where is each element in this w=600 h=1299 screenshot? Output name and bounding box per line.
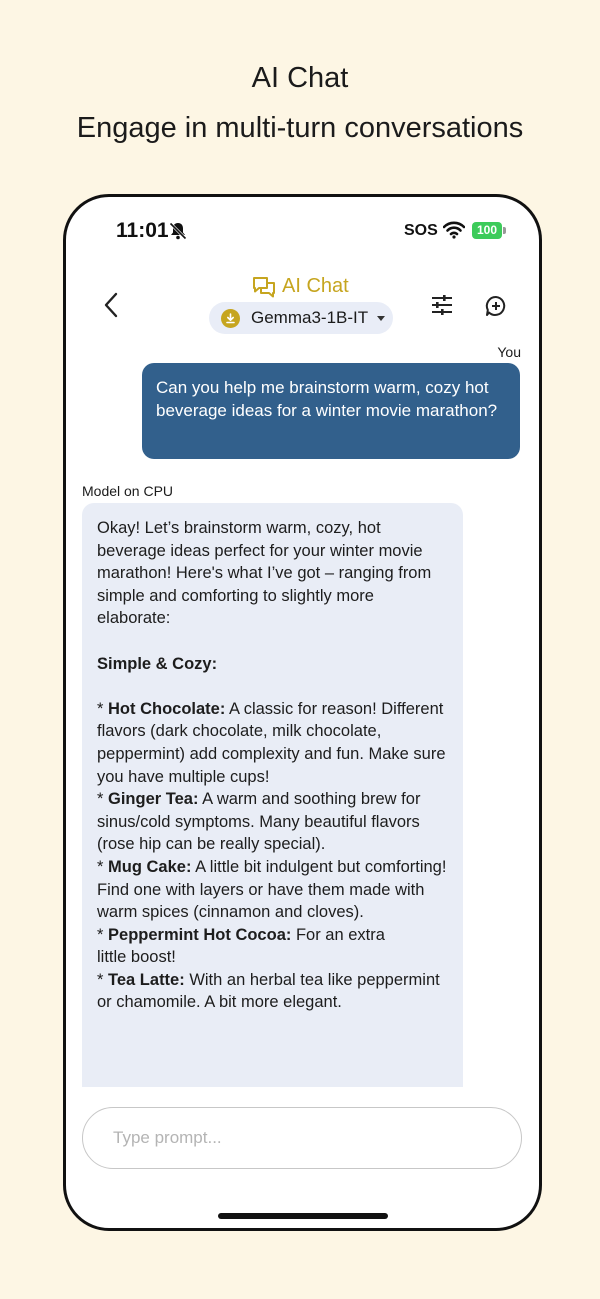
- list-item: * Peppermint Hot Cocoa: For an extra little boost!: [97, 925, 385, 967]
- tune-settings-icon[interactable]: [430, 294, 454, 316]
- prompt-input[interactable]: [82, 1107, 522, 1169]
- promo-title: AI Chat: [251, 62, 349, 94]
- download-icon: [221, 309, 240, 328]
- dropdown-caret-icon: [377, 316, 385, 321]
- model-name: Gemma3-1B-IT: [251, 308, 369, 327]
- list-item: * Hot Chocolate: A classic for reason! Different flavors (dark chocolate, milk chocolate, peppermint) add complexity and fun. Make sure you have multiple cups!: [97, 699, 446, 786]
- status-time: 11:01: [116, 219, 169, 242]
- new-chat-icon[interactable]: [484, 294, 508, 318]
- home-indicator[interactable]: [218, 1213, 388, 1219]
- battery-tip: [503, 227, 506, 234]
- wifi-icon: [443, 221, 465, 239]
- back-arrow-icon[interactable]: [100, 291, 124, 319]
- model-selector[interactable]: [209, 302, 393, 334]
- list-item: * Ginger Tea: A warm and soothing brew for sinus/cold symptoms. Many beautiful flavors (rose hip can be really special).: [97, 790, 421, 854]
- model-label: Model on CPU: [82, 483, 174, 499]
- list-item: * Tea Latte: With an herbal tea like peppermint or chamomile. A bit more elegant.: [97, 970, 440, 1012]
- header-title-text: AI Chat: [282, 275, 349, 297]
- section-heading: Simple & Cozy:: [97, 654, 218, 673]
- sos-indicator: SOS: [404, 222, 438, 239]
- model-response: [82, 503, 463, 1087]
- prompt-placeholder: Type prompt...: [113, 1128, 222, 1147]
- phone-frame: [63, 194, 542, 1231]
- promo-subtitle: Engage in multi-turn conversations: [76, 112, 524, 144]
- bell-muted-icon: [168, 221, 188, 241]
- header-title: [252, 275, 349, 298]
- battery-icon: 100: [472, 222, 502, 239]
- user-message: Can you help me brainstorm warm, cozy hot beverage ideas for a winter movie marathon?: [142, 363, 520, 459]
- user-label: You: [497, 344, 521, 360]
- chat-bubbles-icon: [252, 276, 276, 298]
- model-intro: Okay! Let’s brainstorm warm, cozy, hot beverage ideas perfect for your winter movie marathon! Here's what I’ve got – ranging from simple and comforting to slightly more elaborate:: [97, 519, 432, 628]
- list-item: * Mug Cake: A little bit indulgent but comforting! Find one with layers or have them made with warm spices (cinnamon and cloves).: [97, 857, 447, 922]
